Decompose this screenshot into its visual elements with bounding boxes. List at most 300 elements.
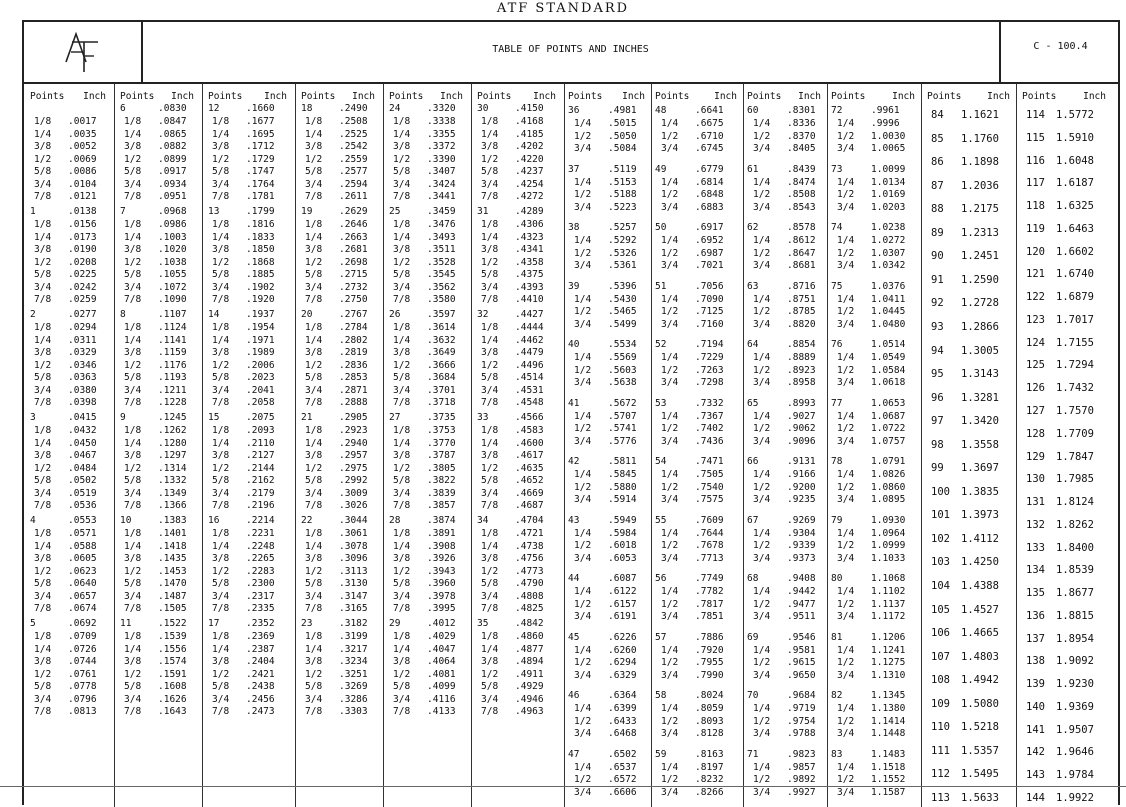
points-value: 3/4 xyxy=(305,487,323,499)
inch-value: .1176 xyxy=(158,359,187,371)
inch-value: .2681 xyxy=(339,244,368,255)
inch-value: .5776 xyxy=(608,435,637,447)
table-row xyxy=(827,259,921,273)
table-row xyxy=(743,727,827,741)
points-value: 1/4 xyxy=(837,352,855,363)
inch-value: .3113 xyxy=(339,565,368,577)
inch-value: .5396 xyxy=(608,280,637,292)
points-value: 1/4 xyxy=(574,235,592,246)
table-row xyxy=(295,396,383,410)
points-value: 3/4 xyxy=(212,693,230,705)
points-value: 30 xyxy=(477,103,489,114)
inch-value: .8336 xyxy=(787,118,816,129)
points-value: 7/8 xyxy=(393,603,411,614)
inch-value: 1.8815 xyxy=(1056,609,1094,622)
points-value: 1/2 xyxy=(837,130,855,142)
inch-value: 1.8400 xyxy=(1056,541,1094,554)
points-header: Points xyxy=(120,91,155,102)
points-value: 7/8 xyxy=(124,191,142,202)
points-value: 1/2 xyxy=(661,598,679,610)
table-row xyxy=(1016,609,1112,623)
points-value: 13 xyxy=(208,206,220,217)
points-value: 1/4 xyxy=(212,231,230,243)
inch-value: .0311 xyxy=(68,334,97,346)
points-value: 3/4 xyxy=(305,590,323,602)
inch-value: .3251 xyxy=(339,668,368,680)
table-row xyxy=(651,631,743,645)
points-value: 5/8 xyxy=(481,578,499,589)
inch-value: .0519 xyxy=(68,487,97,499)
points-value: 63 xyxy=(747,280,759,292)
inch-value: .3684 xyxy=(427,372,456,383)
inch-value: .5119 xyxy=(608,163,637,175)
table-row xyxy=(743,572,827,586)
inch-value: 1.9784 xyxy=(1056,769,1094,782)
points-value: 1/8 xyxy=(481,425,499,436)
table-row xyxy=(743,552,827,566)
inch-value: .1626 xyxy=(158,693,187,705)
points-value: 7/8 xyxy=(305,191,323,202)
inch-value: .2387 xyxy=(246,643,275,655)
points-value: 5/8 xyxy=(124,372,142,383)
inch-value: .1487 xyxy=(158,590,187,602)
points-value: 116 xyxy=(1026,154,1045,167)
inch-value: 1.1380 xyxy=(871,703,906,714)
points-value: 3/4 xyxy=(212,281,230,293)
points-value: 3/8 xyxy=(393,553,411,564)
inch-value: .8751 xyxy=(787,293,816,305)
points-value: 36 xyxy=(568,105,580,116)
inch-value: .2404 xyxy=(246,656,275,667)
inch-value: .5741 xyxy=(608,423,637,434)
inch-value: 1.3697 xyxy=(961,462,999,475)
points-value: 1/2 xyxy=(661,364,679,376)
inch-value: .4237 xyxy=(515,166,544,177)
table-row xyxy=(1016,541,1112,555)
points-value: 1/4 xyxy=(837,176,855,188)
points-value: 1/4 xyxy=(305,540,323,552)
inch-value: .2335 xyxy=(246,603,275,614)
inch-value: .7436 xyxy=(695,435,724,447)
table-row xyxy=(383,205,471,219)
points-value: 1/8 xyxy=(34,528,52,539)
points-value: 1/8 xyxy=(305,528,323,539)
inch-value: 1.6879 xyxy=(1056,291,1094,304)
inch-value: .9892 xyxy=(787,774,816,785)
points-value: 118 xyxy=(1026,200,1045,213)
points-value: 7/8 xyxy=(393,500,411,511)
table-row xyxy=(921,367,1016,381)
points-value: 3/4 xyxy=(305,384,323,396)
points-value: 54 xyxy=(655,456,667,467)
points-value: 1/2 xyxy=(574,130,592,142)
table-row xyxy=(114,308,202,322)
inch-header: Inch xyxy=(83,91,106,102)
inch-value: 1.5495 xyxy=(961,768,999,781)
points-value: 1/4 xyxy=(212,540,230,552)
inch-value: .2611 xyxy=(339,191,368,202)
table-row xyxy=(827,397,921,411)
points-value: 5/8 xyxy=(212,475,230,486)
points-value: 3/4 xyxy=(212,487,230,499)
points-value: 1/2 xyxy=(661,189,679,200)
inch-value: .2248 xyxy=(246,540,275,552)
points-value: 3/4 xyxy=(837,728,855,739)
inch-value: .9581 xyxy=(787,644,816,656)
points-value: 1/2 xyxy=(212,565,230,577)
inch-value: .4860 xyxy=(515,631,544,642)
points-value: 1/4 xyxy=(481,540,499,552)
inch-value: .4306 xyxy=(515,219,544,230)
points-value: 16 xyxy=(208,515,220,526)
table-row xyxy=(827,338,921,352)
points-value: 15 xyxy=(208,412,220,423)
table-row xyxy=(202,617,295,631)
inch-value: 1.0030 xyxy=(871,130,906,142)
points-value: 103 xyxy=(931,556,950,569)
inch-value: .4894 xyxy=(515,656,544,667)
points-value: 3/4 xyxy=(481,281,499,293)
points-value: 3/4 xyxy=(34,590,52,602)
points-value: 1 xyxy=(30,206,36,217)
inch-value: .0190 xyxy=(68,244,97,255)
points-value: 3/4 xyxy=(837,669,855,681)
points-value: 95 xyxy=(931,368,944,381)
points-value: 3/8 xyxy=(34,450,52,461)
table-row xyxy=(743,514,827,528)
table-row xyxy=(1016,199,1112,213)
inch-value: .1937 xyxy=(246,309,275,320)
points-value: 1/2 xyxy=(837,247,855,259)
points-value: 1/4 xyxy=(753,703,771,714)
table-row xyxy=(295,190,383,204)
points-value: 1/4 xyxy=(305,231,323,243)
inch-value: .8647 xyxy=(787,247,816,259)
table-row xyxy=(564,397,651,411)
inch-value: .5672 xyxy=(608,397,637,409)
table-row xyxy=(651,552,743,566)
inch-value: .3511 xyxy=(427,244,456,255)
inch-value: .0398 xyxy=(68,397,97,408)
inch-value: .5084 xyxy=(608,143,637,154)
inch-value: .0208 xyxy=(68,256,97,268)
inch-value: .3286 xyxy=(339,693,368,705)
inch-value: .9961 xyxy=(871,105,900,116)
table-row xyxy=(295,293,383,307)
points-value: 3/4 xyxy=(837,143,855,154)
inch-value: .3078 xyxy=(339,540,368,552)
points-value: 1/2 xyxy=(305,668,323,680)
inch-value: 1.6048 xyxy=(1056,154,1094,167)
inch-value: .8889 xyxy=(787,352,816,363)
points-value: 3/4 xyxy=(753,552,771,564)
inch-value: 1.9646 xyxy=(1056,746,1094,759)
inch-value: 1.3281 xyxy=(961,391,999,404)
points-value: 1/4 xyxy=(837,293,855,305)
table-row xyxy=(1016,450,1112,464)
points-column xyxy=(471,84,565,807)
points-value: 134 xyxy=(1026,564,1045,577)
points-value: 1/8 xyxy=(393,631,411,642)
points-value: 108 xyxy=(931,674,950,687)
points-value: 1/8 xyxy=(305,322,323,333)
inch-value: .8578 xyxy=(787,222,816,233)
inch-value: .0951 xyxy=(158,191,187,202)
points-value: 3/4 xyxy=(837,494,855,505)
inch-value: .2144 xyxy=(246,462,275,474)
points-value: 3/4 xyxy=(837,786,855,798)
table-row xyxy=(827,376,921,390)
inch-value: .8405 xyxy=(787,143,816,154)
points-value: 3/4 xyxy=(212,590,230,602)
inch-value: .2663 xyxy=(339,231,368,243)
points-value: 74 xyxy=(831,222,843,233)
inch-value: .1418 xyxy=(158,540,187,552)
points-value: 71 xyxy=(747,748,759,760)
table-row xyxy=(471,411,564,425)
table-row xyxy=(743,104,827,118)
inch-value: .0899 xyxy=(158,153,187,165)
points-value: 1/4 xyxy=(34,128,52,140)
table-row xyxy=(1016,586,1112,600)
table-row xyxy=(743,631,827,645)
table-row xyxy=(383,514,471,528)
points-value: 82 xyxy=(831,690,843,701)
inch-value: .4375 xyxy=(515,269,544,280)
points-value: 3/4 xyxy=(661,552,679,564)
inch-value: .9684 xyxy=(787,690,816,701)
points-value: 3/4 xyxy=(574,435,592,447)
points-value: 7/8 xyxy=(481,397,499,408)
inch-value: .1262 xyxy=(158,425,187,436)
table-row xyxy=(743,376,827,390)
points-value: 1/2 xyxy=(837,598,855,610)
inch-value: .6502 xyxy=(608,748,637,760)
points-value: 1/4 xyxy=(574,703,592,714)
points-value: 42 xyxy=(568,456,580,467)
inch-value: 1.1241 xyxy=(871,644,906,656)
inch-value: .3614 xyxy=(427,322,456,333)
points-value: 3/4 xyxy=(481,384,499,396)
inch-value: .6917 xyxy=(695,222,724,233)
inch-value: 1.1414 xyxy=(871,715,906,727)
inch-value: .4981 xyxy=(608,105,637,116)
table-row xyxy=(921,249,1016,263)
inch-value: .0242 xyxy=(68,281,97,293)
points-value: 58 xyxy=(655,690,667,701)
inch-value: .0986 xyxy=(158,219,187,230)
points-value: 3/4 xyxy=(212,384,230,396)
atf-logo-icon xyxy=(62,28,102,76)
points-header: Points xyxy=(208,91,243,102)
points-value: 84 xyxy=(931,109,944,121)
points-value: 1/4 xyxy=(661,352,679,363)
inch-value: .4323 xyxy=(515,231,544,243)
inch-value: 1.0964 xyxy=(871,527,906,539)
points-value: 1/4 xyxy=(753,761,771,773)
table-row xyxy=(114,411,202,425)
points-value: 142 xyxy=(1026,746,1045,759)
inch-value: .2075 xyxy=(246,412,275,423)
inch-value: .2300 xyxy=(246,578,275,589)
points-value: 1/2 xyxy=(753,774,771,785)
table-row xyxy=(471,308,564,322)
inch-value: 1.5910 xyxy=(1056,131,1094,144)
points-value: 1/2 xyxy=(574,774,592,785)
table-row xyxy=(1016,222,1112,236)
points-value: 3/8 xyxy=(393,347,411,358)
table-row xyxy=(921,508,1016,522)
points-value: 128 xyxy=(1026,427,1045,440)
points-value: 143 xyxy=(1026,769,1045,782)
inch-value: .6433 xyxy=(608,715,637,727)
inch-value: .5050 xyxy=(608,130,637,142)
inch-value: .9373 xyxy=(787,552,816,564)
inch-value: .3857 xyxy=(427,500,456,511)
table-row xyxy=(564,669,651,683)
points-value: 1/2 xyxy=(393,668,411,680)
table-row xyxy=(827,572,921,586)
inch-value: .5292 xyxy=(608,235,637,246)
points-header: Points xyxy=(1022,91,1057,102)
points-value: 62 xyxy=(747,222,759,233)
inch-value: .3459 xyxy=(427,206,456,217)
inch-value: .6814 xyxy=(695,176,724,188)
inch-value: .2940 xyxy=(339,437,368,449)
points-value: 1/2 xyxy=(574,481,592,493)
points-value: 5/8 xyxy=(34,166,52,177)
table-row xyxy=(1016,495,1112,509)
table-row xyxy=(827,318,921,332)
inch-value: .4877 xyxy=(515,643,544,655)
points-value: 5/8 xyxy=(305,372,323,383)
points-value: 7/8 xyxy=(481,603,499,614)
points-value: 7/8 xyxy=(481,706,499,717)
table-row xyxy=(743,163,827,177)
points-value: 1/8 xyxy=(212,116,230,127)
inch-value: .9235 xyxy=(787,494,816,505)
table-row xyxy=(24,705,114,719)
inch-value: .7609 xyxy=(695,514,724,526)
inch-value: 1.4250 xyxy=(961,556,999,569)
inch-value: .1902 xyxy=(246,281,275,293)
points-value: 41 xyxy=(568,397,580,409)
table-row xyxy=(651,163,743,177)
table-row xyxy=(1016,108,1112,122)
inch-value: .0796 xyxy=(68,693,97,705)
inch-value: .2577 xyxy=(339,166,368,177)
inch-value: 1.4665 xyxy=(961,627,999,640)
points-value: 3/8 xyxy=(34,141,52,152)
points-value: 7 xyxy=(120,206,126,217)
inch-value: .2715 xyxy=(339,269,368,280)
points-value: 1/2 xyxy=(212,668,230,680)
points-value: 47 xyxy=(568,748,580,760)
table-row xyxy=(743,142,827,156)
table-row xyxy=(921,767,1016,781)
points-value: 3/4 xyxy=(34,281,52,293)
inch-value: .0934 xyxy=(158,178,187,190)
inch-value: .5153 xyxy=(608,176,637,188)
points-value: 1/4 xyxy=(34,540,52,552)
inch-value: .8059 xyxy=(695,703,724,714)
inch-value: .1020 xyxy=(158,244,187,255)
inch-value: .4410 xyxy=(515,294,544,305)
inch-value: .4635 xyxy=(515,462,544,474)
table-row xyxy=(471,190,564,204)
inch-value: .8785 xyxy=(787,306,816,317)
points-value: 3/8 xyxy=(124,553,142,564)
inch-value: 1.2728 xyxy=(961,297,999,310)
points-value: 7/8 xyxy=(305,294,323,305)
table-row xyxy=(295,705,383,719)
inch-value: .2819 xyxy=(339,347,368,358)
inch-value: 1.0238 xyxy=(871,222,906,233)
inch-value: .1816 xyxy=(246,219,275,230)
inch-value: .3130 xyxy=(339,578,368,589)
points-value: 3/4 xyxy=(574,669,592,681)
points-value: 80 xyxy=(831,573,843,584)
inch-value: .8439 xyxy=(787,163,816,175)
table-row xyxy=(1016,472,1112,486)
inch-value: .3407 xyxy=(427,166,456,177)
inch-value: .0121 xyxy=(68,191,97,202)
points-value: 60 xyxy=(747,105,759,116)
inch-value: .9511 xyxy=(787,611,816,622)
inch-value: .6848 xyxy=(695,189,724,200)
points-value: 45 xyxy=(568,631,580,643)
points-value: 3/8 xyxy=(481,244,499,255)
points-value: 1/2 xyxy=(753,598,771,610)
points-value: 1/4 xyxy=(753,469,771,480)
table-row xyxy=(1016,336,1112,350)
points-value: 3/4 xyxy=(305,178,323,190)
points-value: 1/4 xyxy=(305,437,323,449)
inch-value: .8958 xyxy=(787,377,816,388)
points-value: 7/8 xyxy=(393,294,411,305)
points-value: 123 xyxy=(1026,313,1045,326)
inch-value: .3545 xyxy=(427,269,456,280)
table-row xyxy=(921,132,1016,146)
inch-value: .6537 xyxy=(608,761,637,773)
inch-value: .1159 xyxy=(158,347,187,358)
inch-value: .6779 xyxy=(695,163,724,175)
points-value: 1/2 xyxy=(393,462,411,474)
inch-value: 1.1898 xyxy=(961,156,999,169)
inch-value: .4099 xyxy=(427,681,456,692)
inch-value: 1.1033 xyxy=(871,552,906,564)
inch-value: .5257 xyxy=(608,222,637,233)
inch-value: .1729 xyxy=(246,153,275,165)
points-value: 5/8 xyxy=(393,475,411,486)
points-value: 1/4 xyxy=(753,235,771,246)
points-value: 7/8 xyxy=(305,706,323,717)
inch-value: .2093 xyxy=(246,425,275,436)
points-value: 1/2 xyxy=(34,359,52,371)
points-value: 5/8 xyxy=(124,475,142,486)
inch-value: .1920 xyxy=(246,294,275,305)
inch-value: .4202 xyxy=(515,141,544,152)
points-value: 1/2 xyxy=(481,565,499,577)
inch-value: 1.8677 xyxy=(1056,587,1094,600)
inch-value: 1.0445 xyxy=(871,306,906,317)
points-value: 3/8 xyxy=(305,347,323,358)
bottom-rule xyxy=(0,786,1126,787)
table-row xyxy=(383,308,471,322)
inch-value: .2871 xyxy=(339,384,368,396)
inch-value: .9719 xyxy=(787,703,816,714)
inch-value: 1.5218 xyxy=(961,721,999,734)
